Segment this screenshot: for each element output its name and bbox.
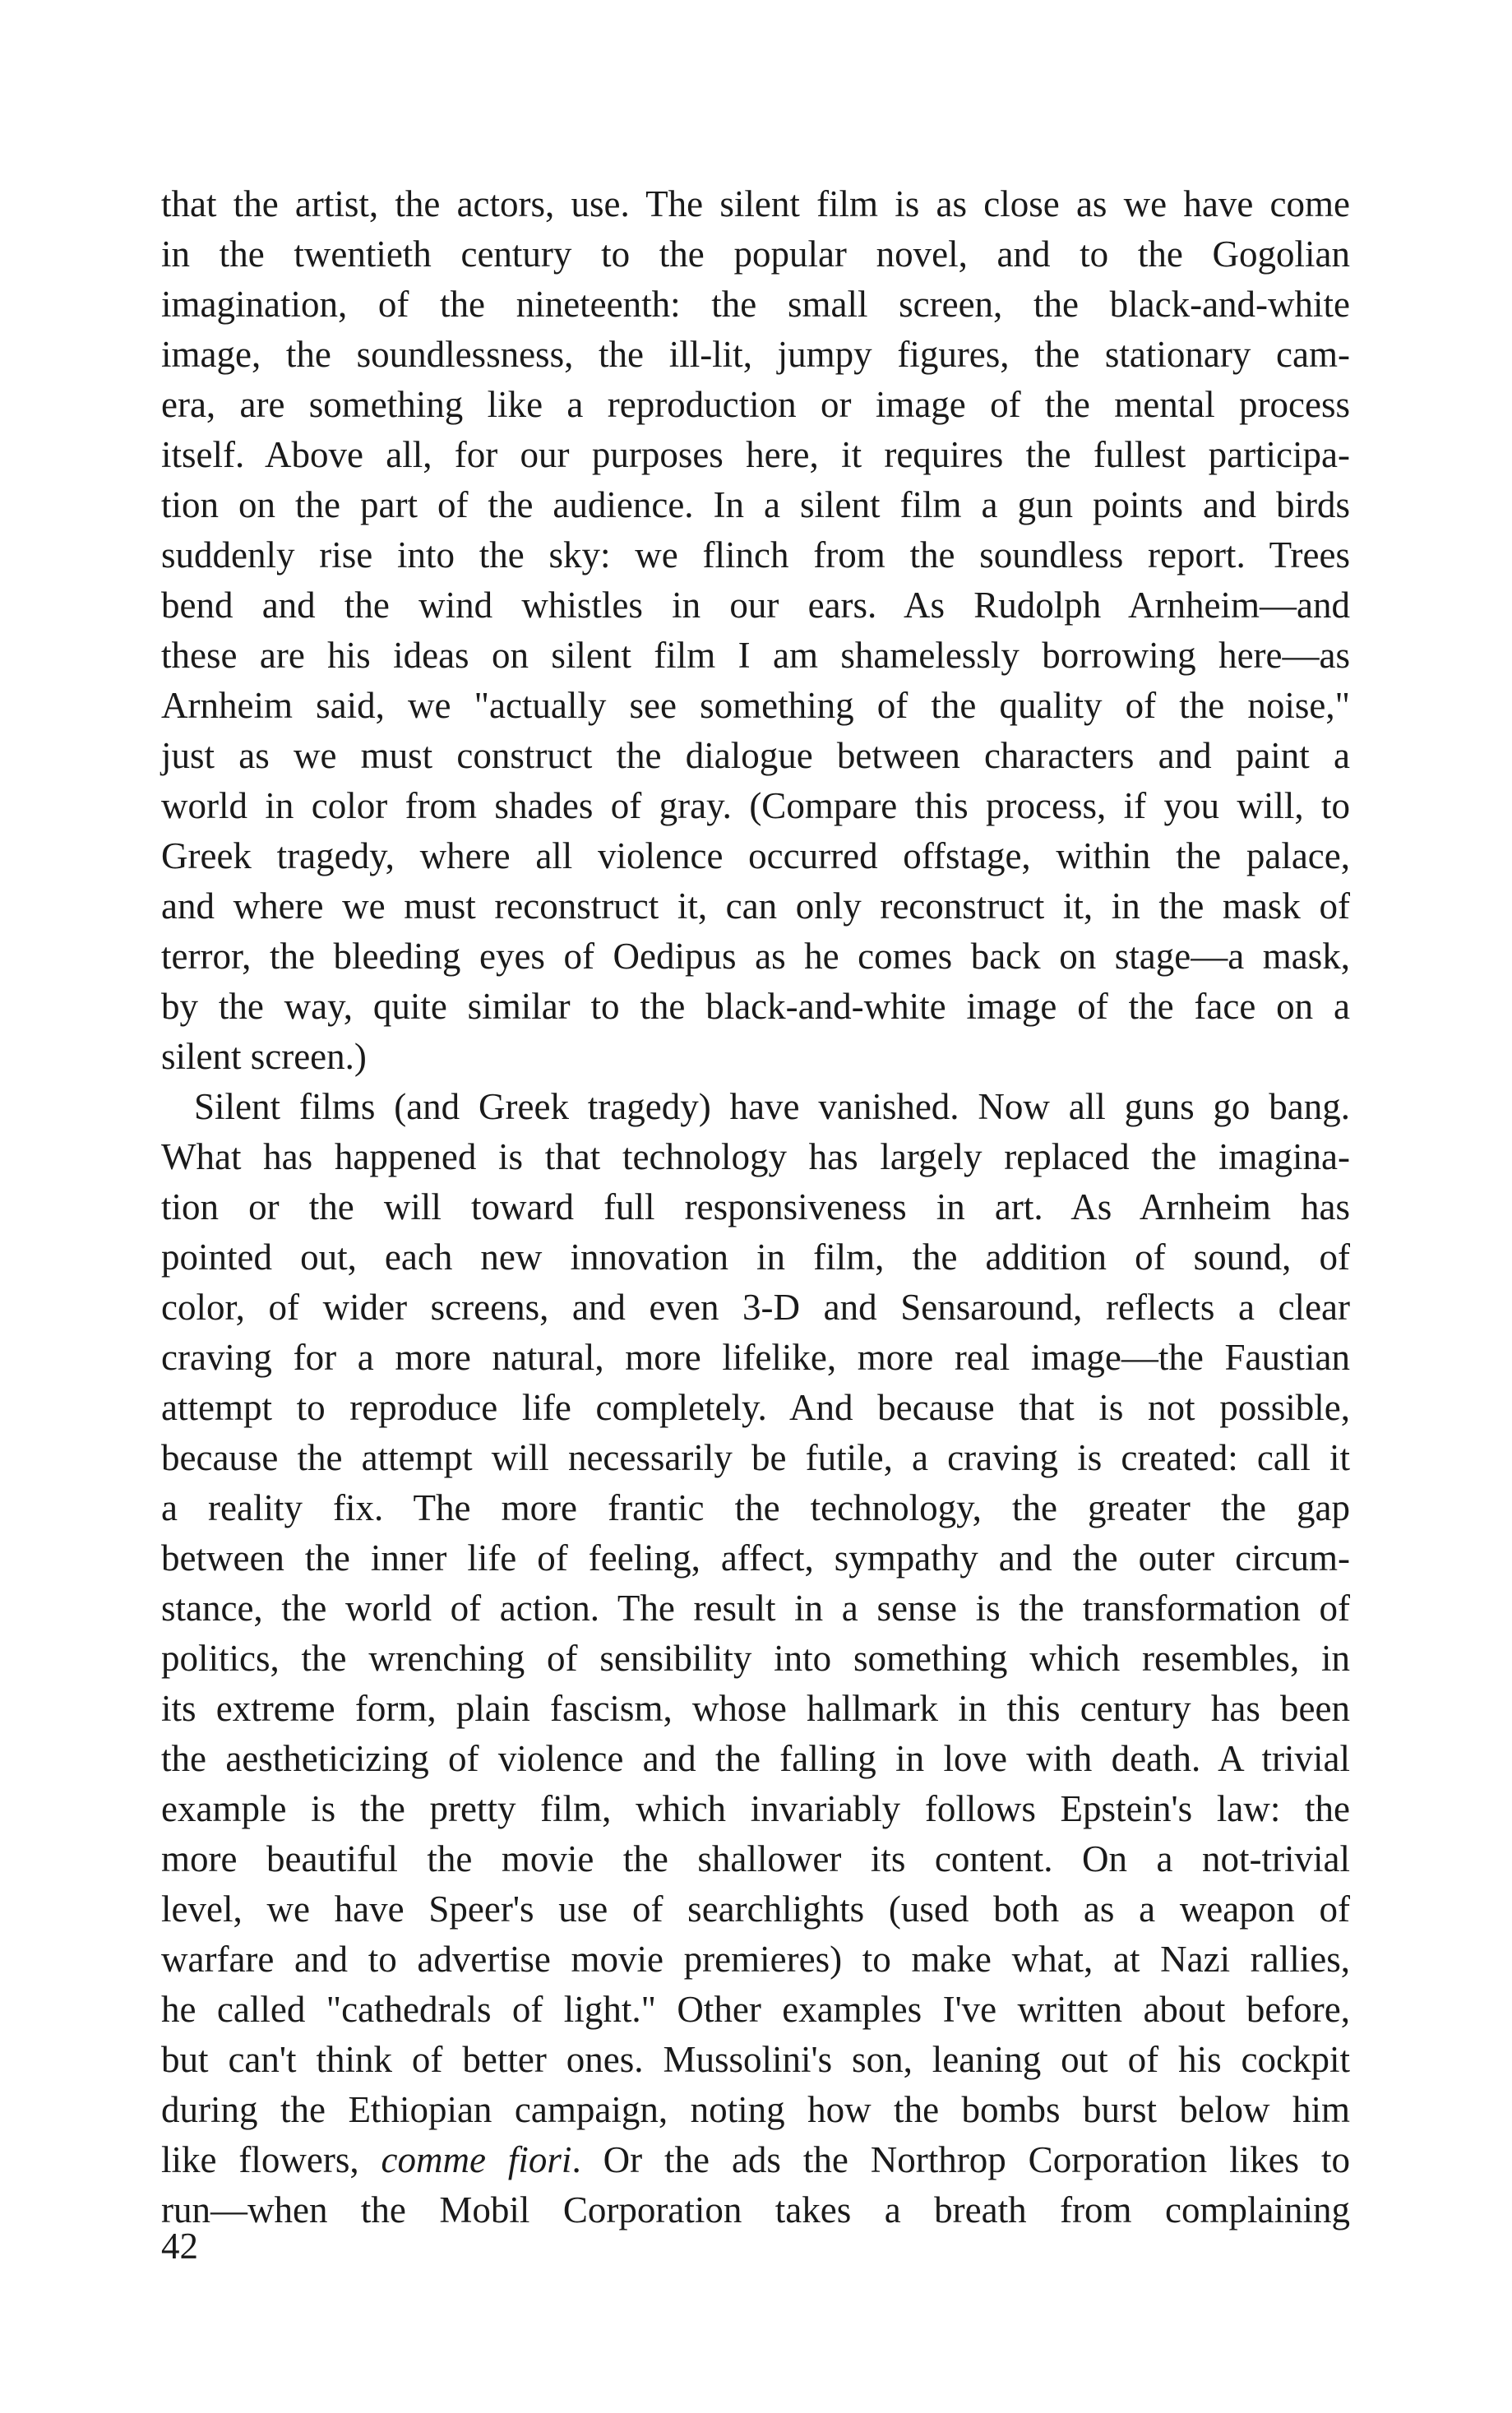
text-line: bend and the wind whistles in our ears. As Rudolph Arnheim—and bbox=[161, 585, 1350, 626]
text-line: like flowers, comme fiori. Or the ads the Northrop Corporation likes to bbox=[161, 2139, 1350, 2180]
paragraph bbox=[161, 179, 1350, 1082]
text-line: between the inner life of feeling, affect, sympathy and the outer circum- bbox=[161, 1537, 1350, 1579]
text-line: its extreme form, plain fascism, whose hallmark in this century has been bbox=[161, 1688, 1350, 1729]
text-line: itself. Above all, for our purposes here, it requires the fullest participa- bbox=[161, 434, 1350, 475]
text-line: and where we must reconstruct it, can only reconstruct it, in the mask of bbox=[161, 885, 1350, 927]
text-line: because the attempt will necessarily be futile, a craving is created: call it bbox=[161, 1437, 1350, 1478]
text-line: image, the soundlessness, the ill-lit, jumpy figures, the stationary cam- bbox=[161, 334, 1350, 375]
text-line: terror, the bleeding eyes of Oedipus as he comes back on stage—a mask, bbox=[161, 936, 1350, 977]
text-line: silent screen.) bbox=[161, 1036, 367, 1077]
text-line: he called "cathedrals of light." Other examples I've written about before, bbox=[161, 1989, 1350, 2030]
page-number: 42 bbox=[161, 2226, 198, 2267]
body-text bbox=[161, 179, 1350, 2235]
text-line: Arnheim said, we "actually see something of the quality of the noise," bbox=[161, 685, 1350, 726]
text-line: the aestheticizing of violence and the falling in love with death. A trivial bbox=[161, 1738, 1350, 1779]
text-line: warfare and to advertise movie premieres) to make what, at Nazi rallies, bbox=[161, 1939, 1350, 1980]
text-line: What has happened is that technology has largely replaced the imagina- bbox=[161, 1136, 1350, 1177]
text-line: suddenly rise into the sky: we flinch from the soundless report. Trees bbox=[161, 534, 1350, 576]
text-line: tion on the part of the audience. In a silent film a gun points and birds bbox=[161, 484, 1350, 525]
text-line: era, are something like a reproduction or image of the mental process bbox=[161, 384, 1350, 425]
text-line: attempt to reproduce life completely. And because that is not possible, bbox=[161, 1387, 1350, 1428]
text-line: craving for a more natural, more lifelike, more real image—the Faustian bbox=[161, 1337, 1350, 1378]
text-line: that the artist, the actors, use. The silent film is as close as we have come bbox=[161, 183, 1350, 224]
text-line: during the Ethiopian campaign, noting how the bombs burst below him bbox=[161, 2089, 1350, 2130]
text-line: more beautiful the movie the shallower its content. On a not-trivial bbox=[161, 1838, 1350, 1879]
text-line: a reality fix. The more frantic the technology, the greater the gap bbox=[161, 1487, 1350, 1528]
text-line: by the way, quite similar to the black-and-white image of the face on a bbox=[161, 986, 1350, 1027]
text-line: in the twentieth century to the popular novel, and to the Gogolian bbox=[161, 233, 1350, 275]
text-line: example is the pretty film, which invariably follows Epstein's law: the bbox=[161, 1788, 1350, 1829]
italic-phrase: comme fiori bbox=[381, 2139, 572, 2180]
text-line: these are his ideas on silent film I am shamelessly borrowing here—as bbox=[161, 635, 1350, 676]
text-line: Greek tragedy, where all violence occurred offstage, within the palace, bbox=[161, 835, 1350, 876]
paragraph bbox=[161, 1082, 1350, 2235]
text-line: run—when the Mobil Corporation takes a breath from complaining bbox=[161, 2189, 1350, 2230]
text-line: just as we must construct the dialogue between characters and paint a bbox=[161, 735, 1350, 776]
text-line: color, of wider screens, and even 3-D and Sensaround, reflects a clear bbox=[161, 1287, 1350, 1328]
text-line: level, we have Speer's use of searchlights (used both as a weapon of bbox=[161, 1888, 1350, 1930]
text-line: Silent films (and Greek tragedy) have vanished. Now all guns go bang. bbox=[194, 1086, 1350, 1127]
text-line: politics, the wrenching of sensibility into something which resembles, in bbox=[161, 1638, 1350, 1679]
text-line: world in color from shades of gray. (Compare this process, if you will, to bbox=[161, 785, 1350, 826]
text-line: imagination, of the nineteenth: the small screen, the black-and-white bbox=[161, 284, 1350, 325]
text-line: stance, the world of action. The result in a sense is the transformation of bbox=[161, 1588, 1350, 1629]
text-line: pointed out, each new innovation in film, the addition of sound, of bbox=[161, 1237, 1350, 1278]
text-line: tion or the will toward full responsiveness in art. As Arnheim has bbox=[161, 1186, 1350, 1227]
text-line: but can't think of better ones. Mussolini's son, leaning out of his cockpit bbox=[161, 2039, 1350, 2080]
